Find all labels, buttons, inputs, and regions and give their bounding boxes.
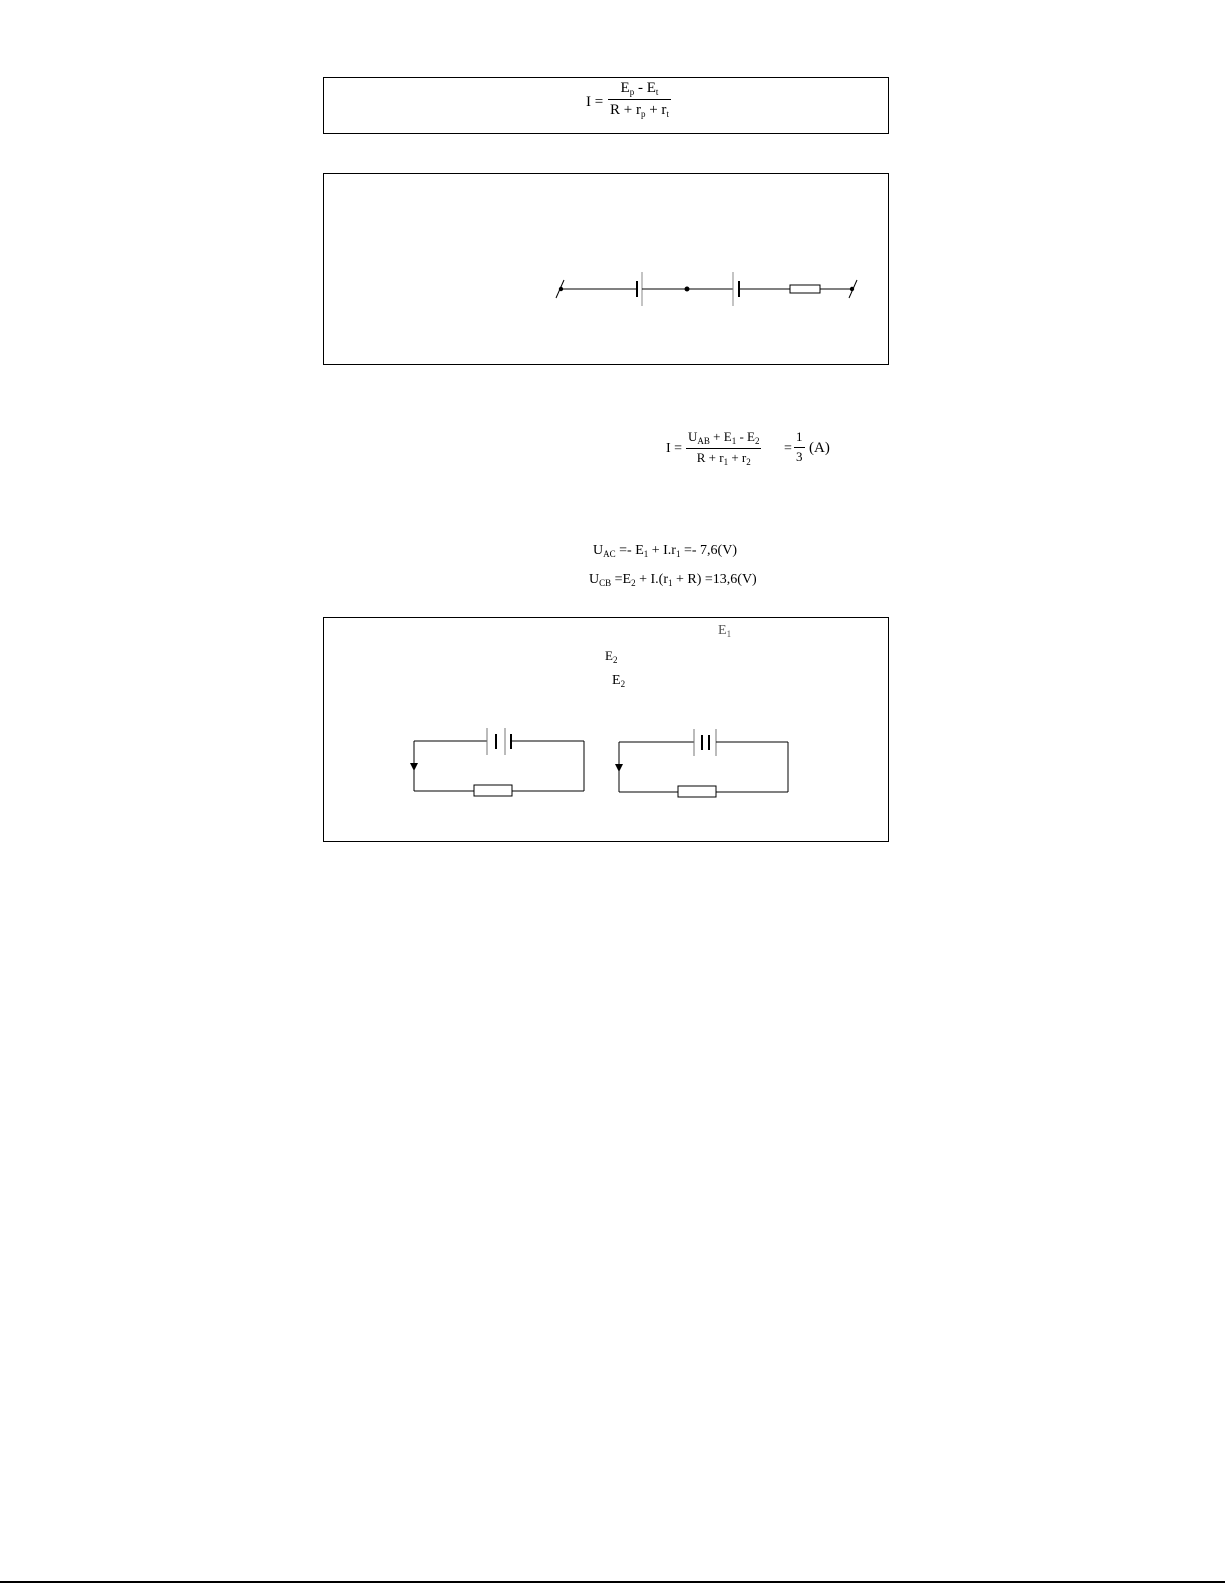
current-result: $\frac{1}{3}$: [796, 429, 803, 464]
current-lhs: I =: [666, 441, 683, 456]
uac-formula: $U_{AC} =- E_1 + I.r_1 =- 7,6(V)$: [593, 543, 737, 559]
current-unit: (A): [809, 440, 830, 456]
circuit-right: [619, 729, 788, 797]
current-numerator: $U_{AB} + E_1 - E_2$: [686, 430, 761, 449]
arrow-left-icon: [410, 763, 418, 771]
arrow-right-icon: [615, 764, 623, 772]
current-eq: =: [784, 441, 792, 456]
formula-denominator: $R + r_p + r_t$: [610, 102, 669, 120]
label-e2-second: $E_2$: [612, 673, 626, 689]
circuit-left: [414, 728, 584, 796]
ucb-formula: $U_{CB} =E_2 + I.(r_1 + R) =13,6(V)$: [589, 572, 757, 588]
formula-numerator: $E_p - E_t$: [608, 80, 671, 100]
label-e1: $E_1$: [718, 623, 732, 639]
current-denominator: $R + r_1 + r_2$: [696, 450, 751, 468]
page-bottom-rule: [0, 1581, 1225, 1583]
formula-lhs: I =: [586, 94, 604, 110]
label-e2-first: $E_2$: [605, 648, 618, 665]
